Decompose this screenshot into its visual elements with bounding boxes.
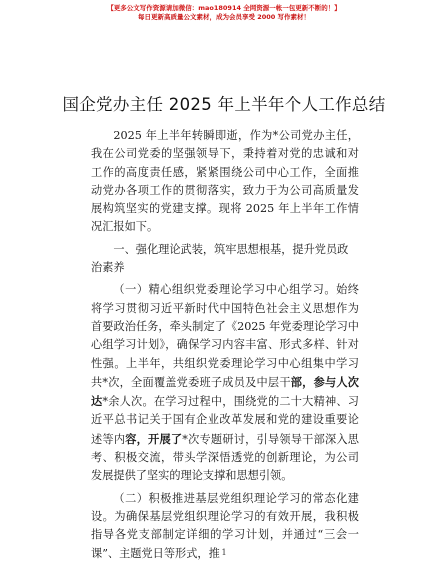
section-heading-1: 一、强化理论武装，筑牢思想根基，提升党员政治素养: [91, 242, 349, 275]
document-title: 国企党办主任 2025 年上半年个人工作总结: [62, 95, 386, 114]
document-body: [91, 127, 359, 563]
paragraph-text: （一）精心组织党委理论学习中心组学习。始终将学习贯彻习近平新时代中国特色社会主义思想作为首要政治任务，牵头制定了《2025 年党委理论学习中心组学习计划》，确保学习内容丰富、形式多样、针对性强。上半年，共组织党委理论学习中心组集中学习共*次，全面覆盖党委班子成员及中层干: [91, 283, 359, 389]
paragraph-bold-text: 容，开展了: [125, 431, 183, 446]
paragraph-text: *次专题研讨，引导领导干部深入思考、积极交流，带头学深悟透党的创新理论，为公司发展提供了坚实的理论支撑和思想引领。: [91, 432, 359, 483]
paragraph-subsection-2: （二）积极推进基层党组织理论学习的常态化建设。为确保基层党组织理论学习的有效开展，我积极指导各党支部制定详细的学习计划，并通过“三会一课”、主题党日等形式，推: [91, 491, 359, 560]
promo-line-2: 每日更新高质量公文素材，成为会员享受 2000 写作素材！: [137, 13, 311, 21]
paragraph-intro: 2025 年上半年转瞬即逝，作为*公司党办主任，我在公司党委的坚强领导下，秉持着对党的忠诚和对工作的高度责任感，紧紧围绕公司中心工作，全面推动党办各项工作的贯彻落实，致力于为公司高质量发展构筑坚实的党建支撑。现将 2025 年上半年工作情况汇报如下。: [91, 129, 359, 234]
promo-line-1: 【更多公文写作资源请加微信：mao180914 全网资源一帐一包更新不断的！】: [107, 4, 341, 12]
paragraph-subsection-1: [91, 281, 359, 485]
paragraph-bold-text: 部，参与人次达: [91, 374, 359, 409]
paragraph-text: *余人次。在学习过程中，围绕党的二十大精神、习近平总书记关于国有企业改革发展和党的建设重要论述等内: [91, 395, 359, 446]
page-number: 1: [221, 548, 227, 557]
promo-banner: [0, 4, 448, 22]
